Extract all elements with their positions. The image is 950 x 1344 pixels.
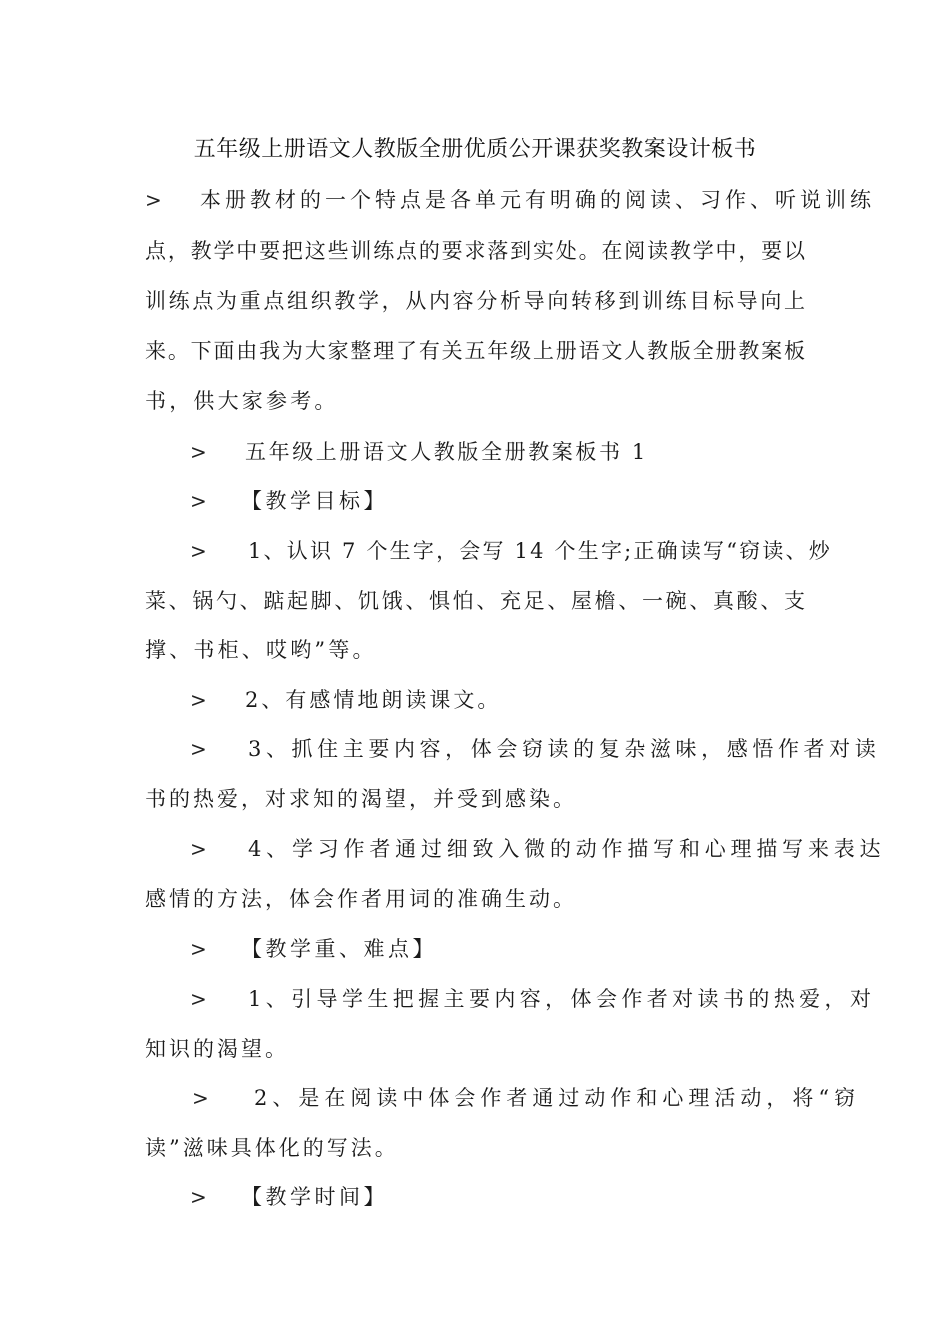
bullet-marker: >	[190, 688, 207, 712]
intro-line: 书，供大家参考。	[145, 389, 339, 413]
bullet-marker: >	[190, 1185, 207, 1209]
time-heading: 【教学时间】	[241, 1185, 388, 1209]
goal-1-line: 菜、锅勺、踮起脚、饥饿、惧怕、充足、屋檐、一碗、真酸、支	[145, 589, 805, 613]
key-points-heading: 【教学重、难点】	[241, 937, 437, 961]
goal-4-line: 4、学习作者通过细致入微的动作描写和心理描写来表达	[248, 837, 886, 861]
intro-line: 来。下面由我为大家整理了有关五年级上册语文人教版全册教案板	[145, 339, 805, 363]
bullet-marker: >	[190, 489, 207, 513]
bullet-marker: >	[190, 937, 207, 961]
bullet-marker: >	[190, 539, 207, 563]
bullet-marker: >	[190, 837, 207, 861]
document-title: 五年级上册语文人教版全册优质公开课获奖教案设计板书	[193, 137, 757, 162]
goal-4-line: 感情的方法，体会作者用词的准确生动。	[145, 887, 577, 911]
intro-line: 点，教学中要把这些训练点的要求落到实处。在阅读教学中，要以	[145, 239, 805, 263]
goal-3-line: 书的热爱，对求知的渴望，并受到感染。	[145, 787, 577, 811]
goal-3-line: 3、抓住主要内容，体会窃读的复杂滋味，感悟作者对读	[248, 737, 881, 761]
bullet-marker: >	[145, 188, 162, 212]
bullet-marker: >	[190, 737, 207, 761]
bullet-marker: >	[192, 1086, 209, 1110]
key-2-line: 2、是在阅读中体会作者通过动作和心理活动，将“窃	[254, 1086, 861, 1110]
bullet-marker: >	[190, 987, 207, 1011]
key-1-line: 1、引导学生把握主要内容，体会作者对读书的热爱，对	[248, 987, 876, 1011]
goals-heading: 【教学目标】	[241, 489, 388, 513]
goal-2-line: 2、有感情地朗读课文。	[245, 688, 502, 712]
key-2-line: 读”滋味具体化的写法。	[145, 1136, 399, 1160]
intro-line: 本册教材的一个特点是各单元有明确的阅读、习作、听说训练	[200, 188, 875, 212]
intro-line: 训练点为重点组织教学，从内容分析导向转移到训练目标导向上	[145, 289, 805, 313]
key-1-line: 知识的渴望。	[145, 1037, 289, 1061]
goal-1-line: 撑、书柜、哎哟”等。	[145, 638, 377, 662]
section-heading: 五年级上册语文人教版全册教案板书 1	[245, 440, 648, 464]
goal-1-line: 1、认识 7 个生字，会写 14 个生字;正确读写“窃读、炒	[248, 539, 832, 563]
bullet-marker: >	[190, 440, 207, 464]
